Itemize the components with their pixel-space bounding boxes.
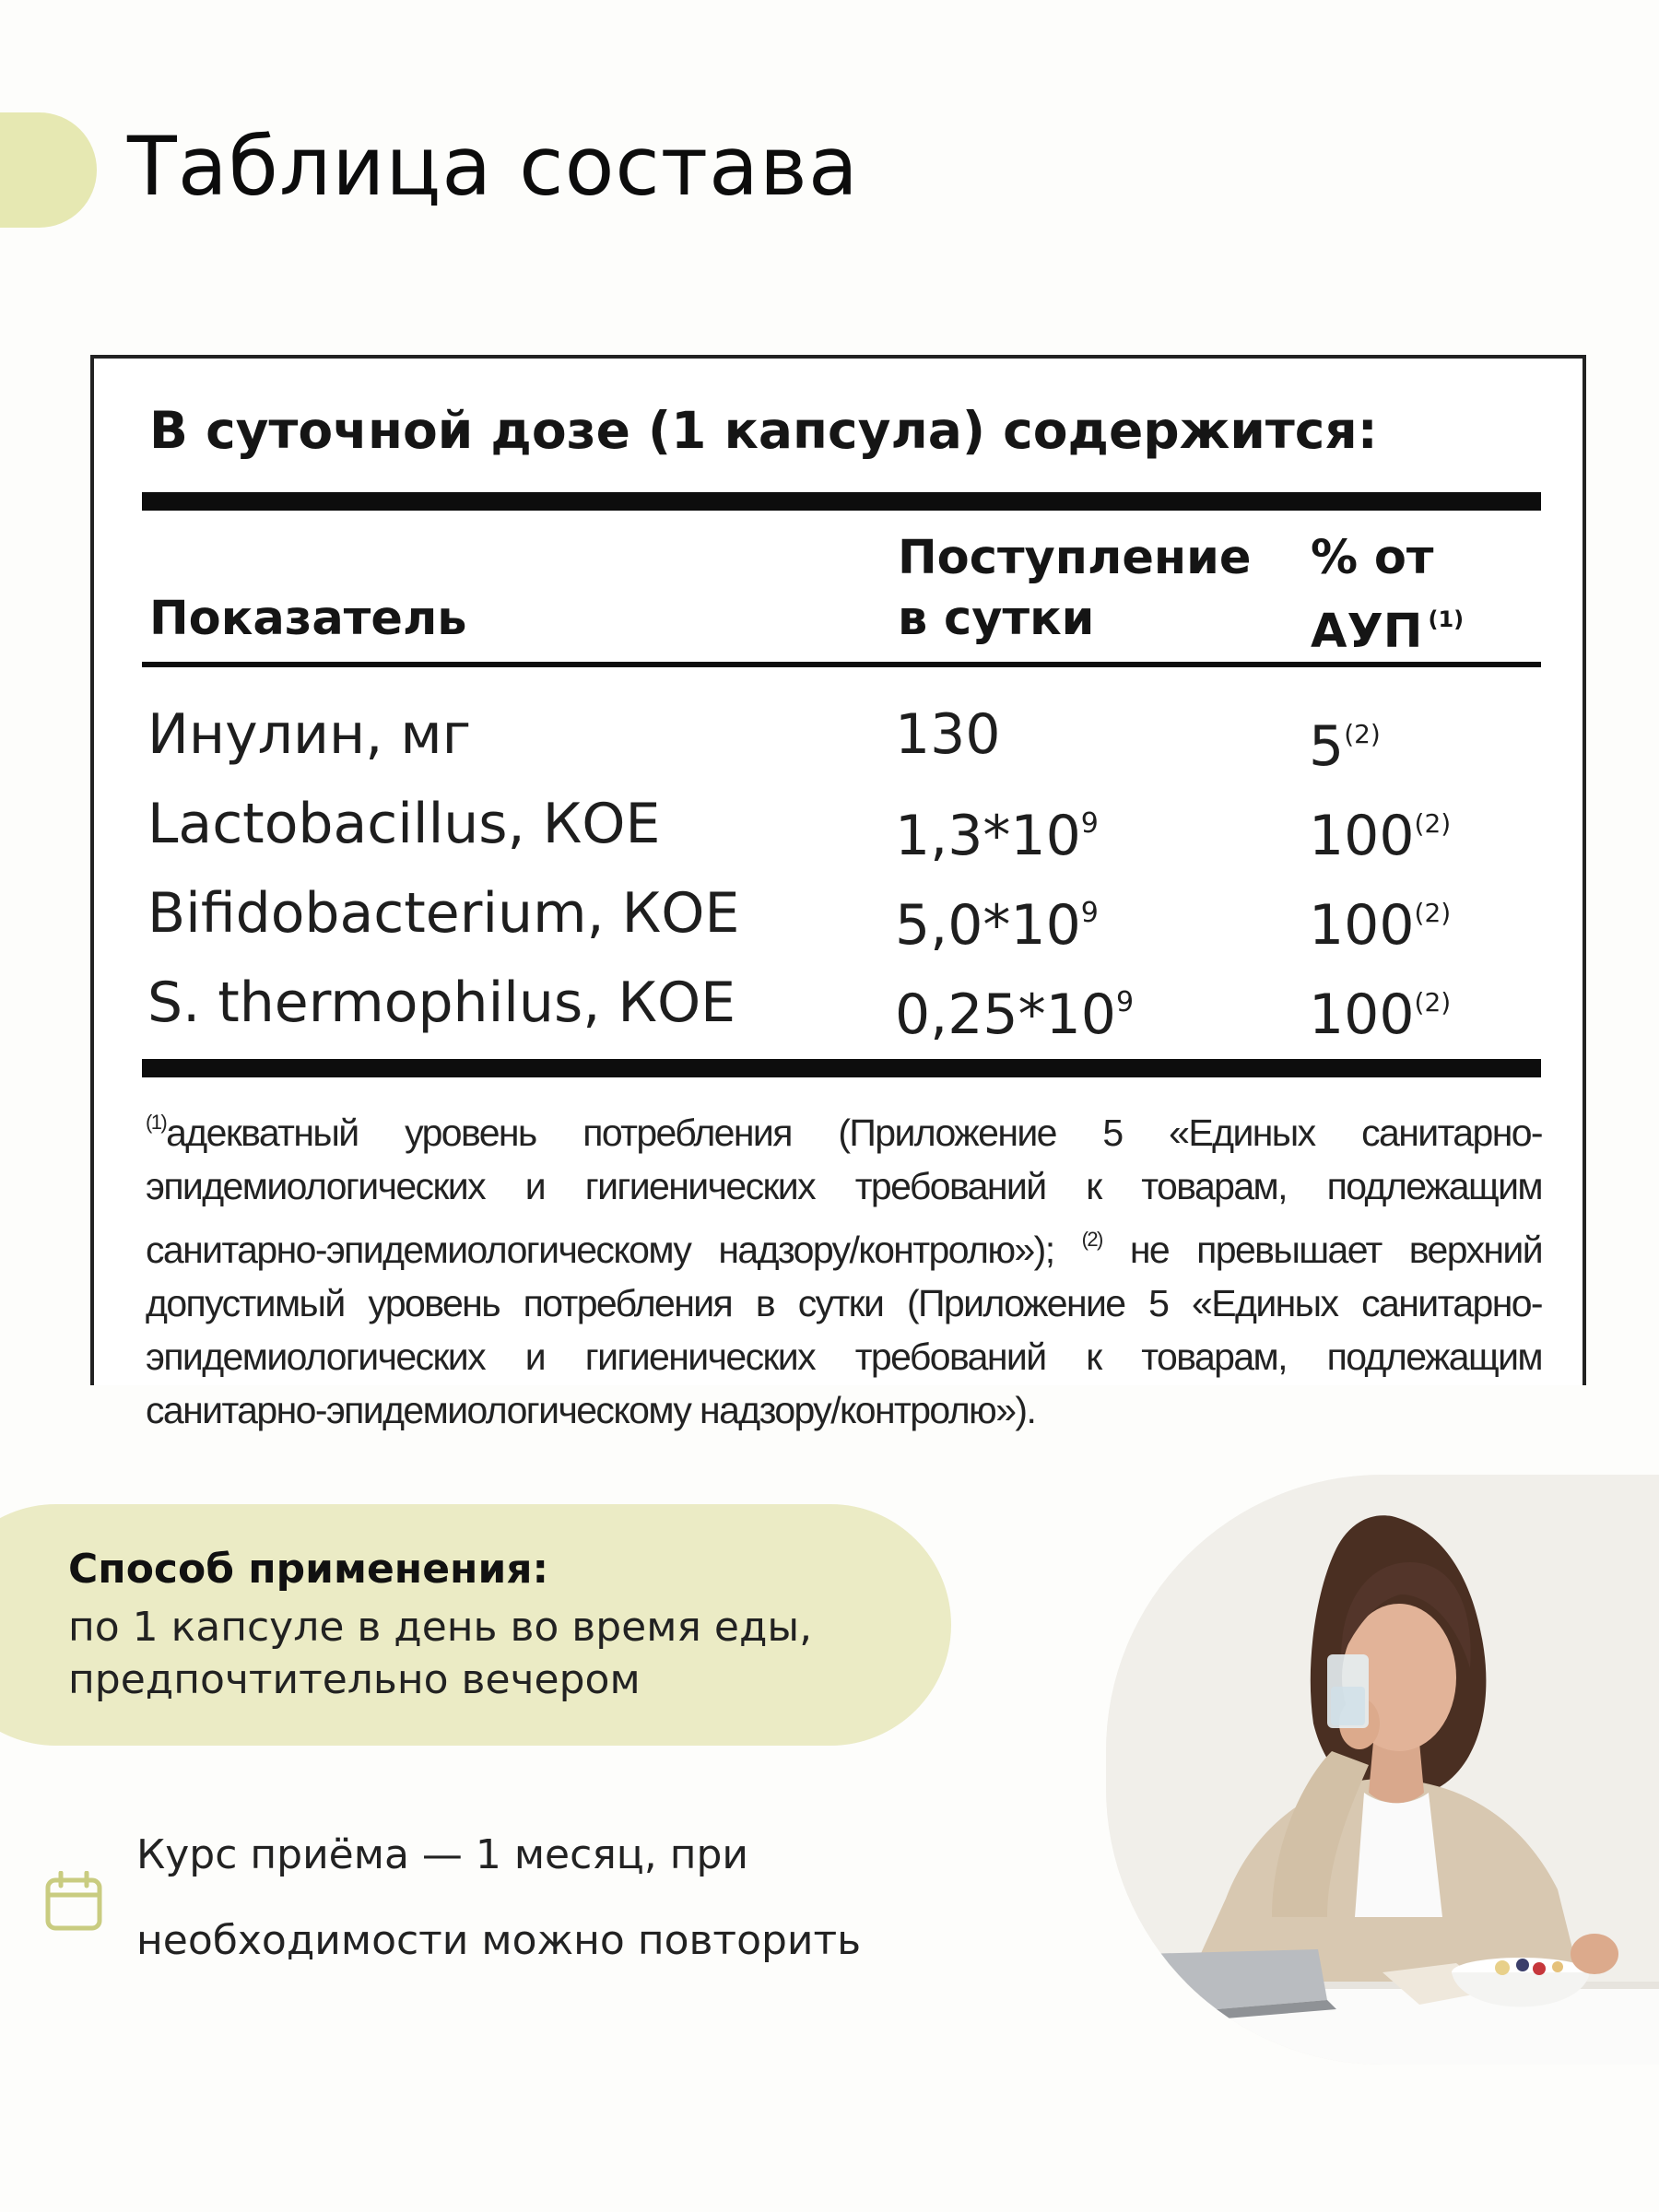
table-top-rule bbox=[142, 492, 1541, 511]
footnote-text-1: адекватный уровень потребления (Приложение 5 «Единых санитарно-эпидемиологических и гигиенических требований к товарам, подлежащим санитарно-эпидемиологическому надзору/контролю»); bbox=[146, 1112, 1542, 1271]
page-title: Таблица состава bbox=[127, 119, 859, 214]
table-footnote bbox=[146, 1096, 1542, 1437]
column-header-percent-note: (1) bbox=[1428, 606, 1465, 632]
row-indicator: Bifidobacterium, КОЕ bbox=[147, 881, 740, 946]
row-percent-value: 100 bbox=[1309, 982, 1415, 1047]
row-amount-base: 5,0*10 bbox=[895, 893, 1081, 958]
row-amount-exponent: 9 bbox=[1080, 897, 1099, 929]
column-header-intake bbox=[898, 528, 1252, 650]
column-header-intake-line1: Поступление bbox=[898, 531, 1252, 585]
footnote-mark-1: (1) bbox=[146, 1111, 167, 1134]
title-accent-shape bbox=[0, 112, 97, 228]
row-percent bbox=[1309, 959, 1451, 1059]
row-percent-value: 100 bbox=[1309, 893, 1415, 958]
composition-table bbox=[90, 355, 1586, 1431]
footnote-mark-2: (2) bbox=[1081, 1228, 1102, 1251]
column-header-percent-line2 bbox=[1311, 589, 1464, 663]
row-amount-exponent: 9 bbox=[1115, 986, 1135, 1018]
row-percent bbox=[1309, 869, 1451, 970]
row-amount bbox=[895, 869, 1099, 970]
row-indicator: Инулин, мг bbox=[147, 702, 472, 767]
course-text-line2: необходимости можно повторить bbox=[136, 1917, 862, 1964]
row-percent-value: 5 bbox=[1309, 714, 1345, 779]
column-header-percent-label: АУП bbox=[1311, 605, 1423, 659]
footnote-text-2: не превышает верхний допустимый уровень потребления в сутки (Приложение 5 «Единых санитарно-эпидемиологических и гигиенических требований к товарам, подлежащим санитарно-эпидемиологическому надзору/контролю»). bbox=[146, 1229, 1543, 1431]
row-percent-note: (2) bbox=[1414, 808, 1452, 839]
woman-drinking-water-photo bbox=[1106, 1475, 1659, 2065]
usage-heading: Способ применения: bbox=[68, 1546, 549, 1593]
row-percent-note: (2) bbox=[1414, 987, 1452, 1018]
column-header-indicator: Показатель bbox=[149, 592, 467, 646]
calendar-icon bbox=[44, 1871, 103, 1932]
column-header-intake-line2: в сутки bbox=[898, 592, 1095, 646]
table-bottom-rule bbox=[142, 1059, 1541, 1077]
row-amount bbox=[895, 780, 1099, 880]
row-percent-note: (2) bbox=[1414, 898, 1452, 928]
row-percent bbox=[1309, 690, 1381, 791]
row-amount-base: 1,3*10 bbox=[895, 804, 1081, 868]
row-indicator: S. thermophilus, КОЕ bbox=[147, 971, 736, 1035]
row-percent-value: 100 bbox=[1309, 804, 1415, 868]
table-row bbox=[94, 959, 1583, 1047]
row-amount bbox=[895, 959, 1134, 1059]
row-amount-base: 0,25*10 bbox=[895, 982, 1116, 1047]
course-text-line1: Курс приёма — 1 месяц, при bbox=[136, 1831, 748, 1878]
table-header-rule bbox=[142, 662, 1541, 667]
table-row bbox=[94, 869, 1583, 958]
composition-heading: В суточной дозе (1 капсула) содержится: bbox=[149, 401, 1378, 460]
table-row bbox=[94, 690, 1583, 779]
column-header-percent bbox=[1311, 528, 1464, 663]
usage-text-line2: предпочтительно вечером bbox=[68, 1656, 641, 1703]
row-amount: 130 bbox=[895, 702, 1001, 767]
row-amount-exponent: 9 bbox=[1080, 807, 1099, 840]
row-percent bbox=[1309, 780, 1451, 880]
usage-text-line1: по 1 капсуле в день во время еды, bbox=[68, 1604, 813, 1651]
row-indicator: Lactobacillus, КОЕ bbox=[147, 792, 661, 856]
row-percent-note: (2) bbox=[1344, 719, 1381, 749]
table-row bbox=[94, 780, 1583, 868]
column-header-percent-line1: % от bbox=[1311, 531, 1434, 585]
